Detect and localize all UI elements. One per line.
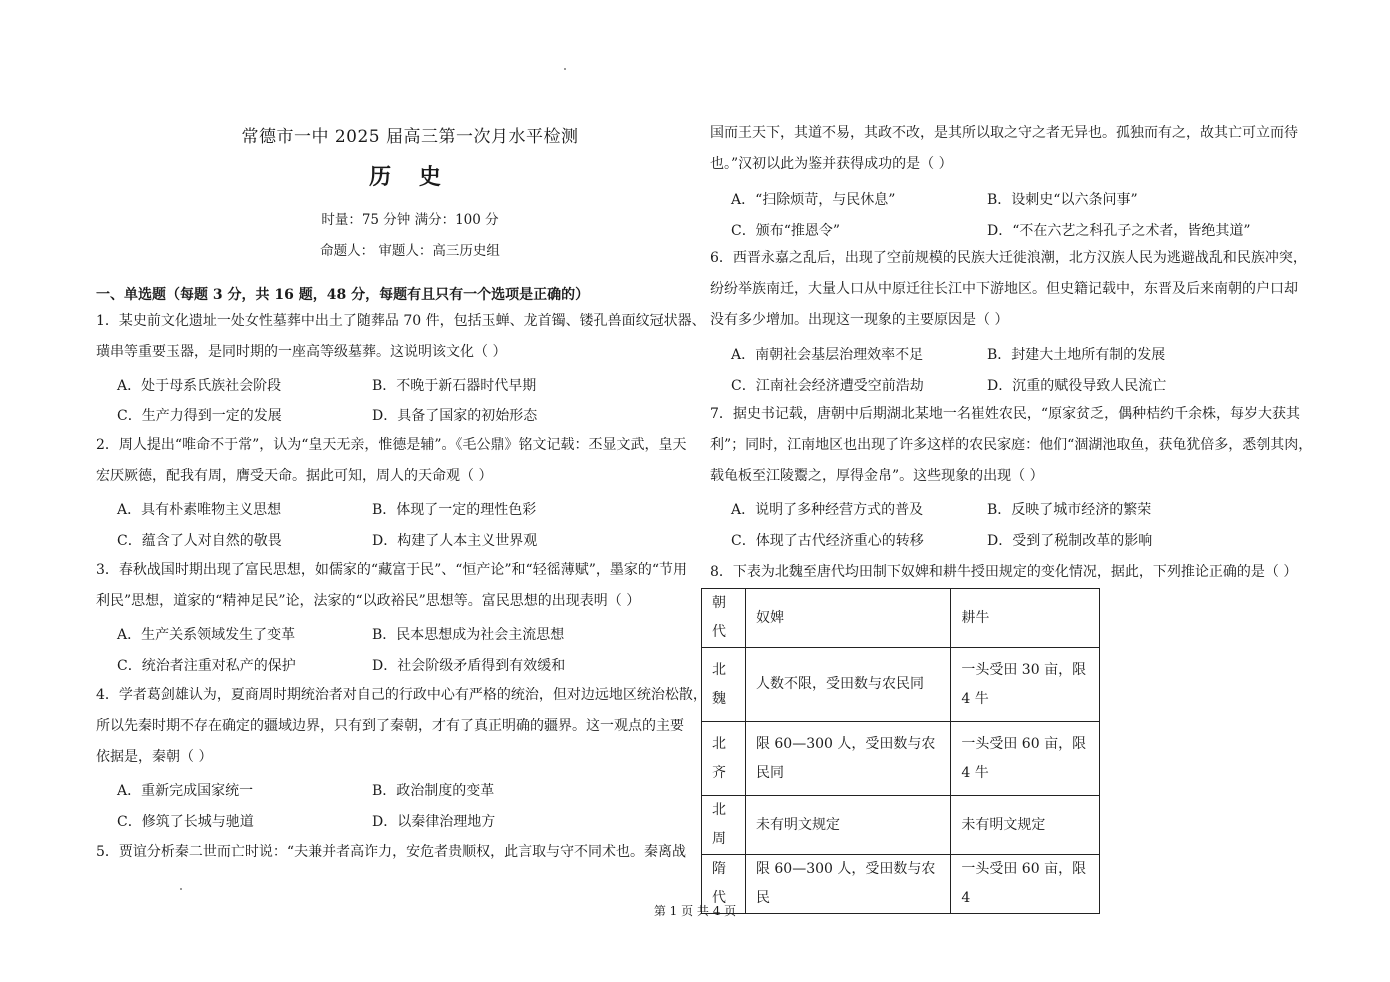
section-heading: 一、单选题（每题 3 分，共 16 题，48 分，每题有且只有一个选项是正确的） [96, 287, 590, 303]
question-line: 6．西晋永嘉之乱后，出现了空前规模的民族大迁徙浪潮，北方汉族人民为逃避战乱和民族冲突， [710, 250, 1307, 266]
question-line: 2．周人提出“唯命不于常”，认为“皇天无亲，惟德是辅”。《毛公鼎》铭文记载：丕显文武，皇天 [96, 437, 687, 453]
question-line: 3．春秋战国时期出现了富民思想，如儒家的“藏富于民”、“恒产论”和“轻徭薄赋”，墨家的“节用 [96, 562, 688, 578]
table-cell-dynasty: 北周 [702, 796, 746, 855]
option-c[interactable]: C．统治者注重对私产的保护 [117, 658, 296, 674]
question-line: 所以先秦时期不存在确定的疆域边界，只有到了秦朝，才有了真正明确的疆界。这一观点的主要 [96, 718, 684, 734]
option-b[interactable]: B．政治制度的变革 [372, 783, 495, 799]
question-line: 国而王天下，其道不易，其政不改，是其所以取之守之者无异也。孤独而有之，故其亡可立而待 [710, 125, 1298, 141]
question-line: 利民”思想，道家的“精神足民”论，法家的“以政裕民”思想等。富民思想的出现表明（ ） [96, 593, 641, 609]
option-a[interactable]: A．处于母系氏族社会阶段 [117, 378, 282, 394]
question-6 [710, 243, 1307, 336]
option-b[interactable]: B．民本思想成为社会主流思想 [372, 627, 565, 643]
table-cell-oxen: 一头受田 30 亩，限 4 牛 [951, 648, 1100, 722]
option-d[interactable]: D．以秦律治理地方 [372, 814, 496, 830]
option-d[interactable]: D．沉重的赋役导致人民流亡 [987, 378, 1167, 394]
question-line: 载龟板至江陵鬻之，厚得金帛”。这些现象的出现（ ） [710, 468, 1044, 484]
option-a[interactable]: A．“扫除烦苛，与民休息” [731, 192, 896, 208]
option-d[interactable]: D．受到了税制改革的影响 [987, 533, 1153, 549]
option-c[interactable]: C．生产力得到一定的发展 [117, 408, 282, 424]
land-allocation-table [701, 588, 1100, 914]
option-b[interactable]: B．设刺史“以六条问事” [987, 192, 1138, 208]
question-line: 宏厌厥德，配我有周，膺受天命。据此可知，周人的天命观（ ） [96, 468, 493, 484]
question-4 [96, 680, 707, 773]
table-header-cell: 耕牛 [951, 589, 1100, 648]
option-c[interactable]: C．江南社会经济遭受空前浩劫 [731, 378, 924, 394]
option-a[interactable]: A．南朝社会基层治理效率不足 [731, 347, 924, 363]
option-d[interactable]: D．构建了人本主义世界观 [372, 533, 538, 549]
option-a[interactable]: A．重新完成国家统一 [117, 783, 254, 799]
option-a[interactable]: A．具有朴素唯物主义思想 [117, 502, 282, 518]
question-2 [96, 430, 687, 492]
page-number: 第 1 页 共 4 页 [653, 904, 737, 918]
table-cell-dynasty: 北魏 [702, 648, 746, 722]
exam-title: 常德市一中 2025 届高三第一次月水平检测 [241, 127, 579, 147]
question-5-continued [710, 118, 1298, 180]
option-c[interactable]: C．颁布“推恩令” [731, 223, 841, 239]
question-line: 璜串等重要玉器，是同时期的一座高等级墓葬。这说明该文化（ ） [96, 344, 507, 360]
question-1 [96, 306, 706, 368]
table-cell-oxen: 一头受田 60 亩，限 4 [951, 855, 1100, 914]
option-c[interactable]: C．体现了古代经济重心的转移 [731, 533, 924, 549]
option-c[interactable]: C．蕴含了人对自然的敬畏 [117, 533, 282, 549]
question-8: 8．下表为北魏至唐代均田制下奴婢和耕牛授田规定的变化情况，据此，下列推论正确的是（ ） [710, 564, 1298, 580]
table-row [702, 722, 1100, 796]
exam-author-info: 命题人： 审题人：高三历史组 [320, 243, 500, 259]
option-d[interactable]: D．“不在六艺之科孔子之术者，皆绝其道” [987, 223, 1251, 239]
option-b[interactable]: B．封建大土地所有制的发展 [987, 347, 1166, 363]
question-line: 7．据史书记载，唐朝中后期湖北某地一名崔姓农民，“原家贫乏，偶种桔约千余株，每岁大获其 [710, 406, 1301, 422]
option-b[interactable]: B．体现了一定的理性色彩 [372, 502, 537, 518]
option-b[interactable]: B．反映了城市经济的繁荣 [987, 502, 1152, 518]
table-cell-oxen: 未有明文规定 [951, 796, 1100, 855]
question-7 [710, 399, 1312, 492]
table-cell-slaves: 人数不限，受田数与农民同 [745, 648, 950, 722]
table-row [702, 648, 1100, 722]
question-line: 4．学者葛剑雄认为，夏商周时期统治者对自己的行政中心有严格的统治，但对边远地区统治松散， [96, 687, 707, 703]
question-line: 纷纷举族南迁，大量人口从中原迁往长江中下游地区。但史籍记载中，东晋及后来南朝的户口却 [710, 281, 1298, 297]
option-a[interactable]: A．生产关系领域发生了变革 [117, 627, 296, 643]
table-cell-slaves: 限 60—300 人，受田数与农民 [745, 855, 950, 914]
table-row [702, 796, 1100, 855]
table-cell-dynasty: 北齐 [702, 722, 746, 796]
table-cell-dynasty: 隋代 [702, 855, 746, 914]
scan-dot [564, 68, 566, 70]
option-c[interactable]: C．修筑了长城与驰道 [117, 814, 254, 830]
question-line: 依据是，秦朝（ ） [96, 749, 213, 765]
scan-dot [180, 888, 182, 890]
question-line: 没有多少增加。出现这一现象的主要原因是（ ） [710, 312, 1009, 328]
question-line: 利”；同时，江南地区也出现了许多这样的农民家庭：他们“涸湖池取鱼，获龟犹倍多，悉刳其肉， [710, 437, 1313, 453]
table-header-row [702, 589, 1100, 648]
table-cell-slaves: 限 60—300 人，受田数与农民同 [745, 722, 950, 796]
question-3 [96, 555, 687, 617]
option-a[interactable]: A．说明了多种经营方式的普及 [731, 502, 924, 518]
table-cell-slaves: 未有明文规定 [745, 796, 950, 855]
table-header-cell: 朝代 [702, 589, 746, 648]
table-header-cell: 奴婢 [745, 589, 950, 648]
question-line: 也。”汉初以此为鉴并获得成功的是（ ） [710, 156, 953, 172]
question-line: 1．某史前文化遗址一处女性墓葬中出土了随葬品 70 件，包括玉蝉、龙首镯、镂孔兽面纹冠状器、 [96, 313, 706, 329]
subject-title: 历 史 [369, 164, 451, 190]
exam-time-info: 时量：75 分钟 满分：100 分 [321, 212, 499, 228]
option-d[interactable]: D．社会阶级矛盾得到有效缓和 [372, 658, 566, 674]
question-5-line-1: 5．贾谊分析秦二世而亡时说：“夫兼并者高诈力，安危者贵顺权，此言取与守不同术也。秦离战 [96, 844, 687, 860]
option-b[interactable]: B．不晚于新石器时代早期 [372, 378, 537, 394]
option-d[interactable]: D．具备了国家的初始形态 [372, 408, 538, 424]
table-cell-oxen: 一头受田 60 亩，限 4 牛 [951, 722, 1100, 796]
